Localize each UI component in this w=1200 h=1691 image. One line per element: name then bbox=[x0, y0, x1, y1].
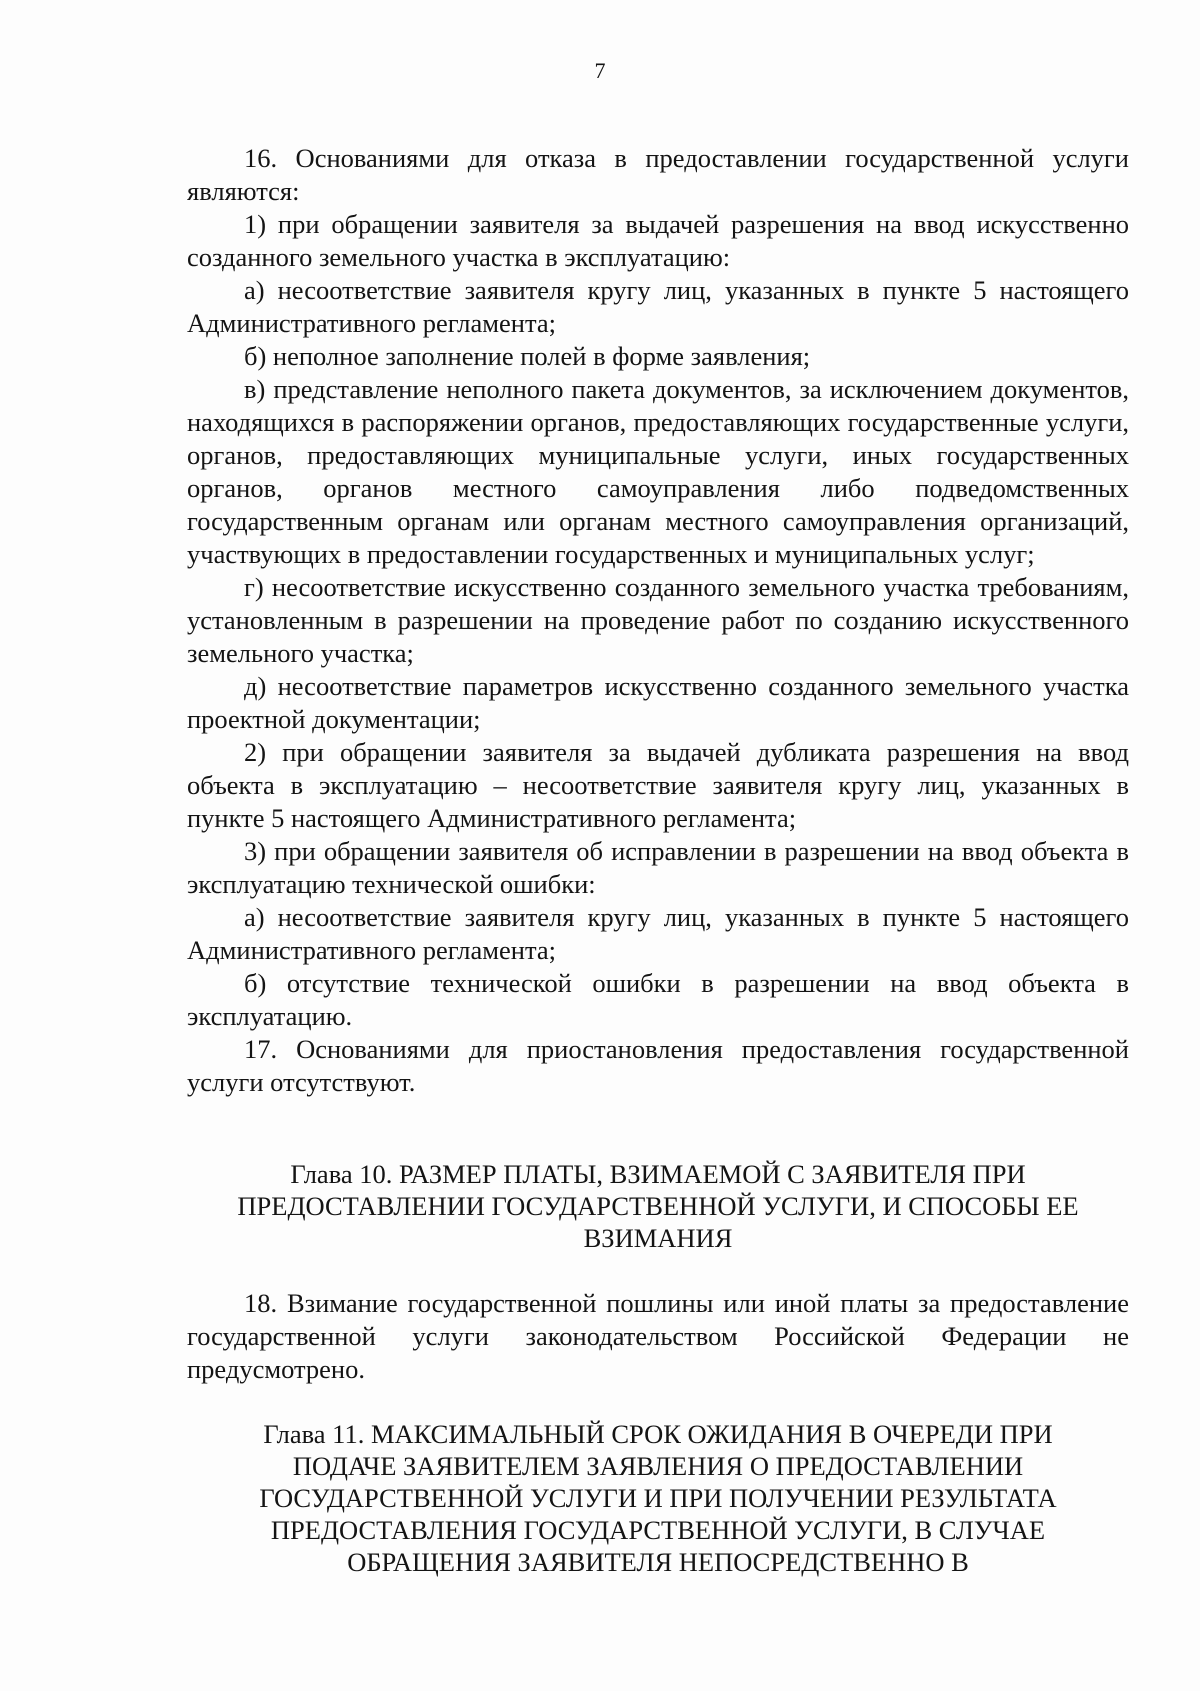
paragraph-16-item-3a: а) несоответствие заявителя кругу лиц, указанных в пункте 5 настоящего Административного регламента; bbox=[187, 902, 1129, 965]
chapter-10-heading bbox=[187, 1158, 1129, 1254]
paragraph-16-item-2: 2) при обращении заявителя за выдачей дубликата разрешения на ввод объекта в эксплуатацию – несоответствие заявителя кругу лиц, указанных в пункте 5 настоящего Административного регламента; bbox=[187, 737, 1129, 833]
chapter-11-heading-line: Глава 11. МАКСИМАЛЬНЫЙ СРОК ОЖИДАНИЯ В ОЧЕРЕДИ ПРИ bbox=[263, 1419, 1053, 1449]
chapter-11-heading-line: ПРЕДОСТАВЛЕНИЯ ГОСУДАРСТВЕННОЙ УСЛУГИ, В СЛУЧАЕ bbox=[270, 1515, 1046, 1545]
paragraph-16-item-1g: г) несоответствие искусственно созданного земельного участка требованиям, установленным в разрешении на проведение работ по созданию искусственного земельного участка; bbox=[187, 572, 1129, 668]
page-number: 7 bbox=[594, 58, 606, 83]
main-text-block bbox=[187, 142, 1129, 1099]
chapter-10-text-block bbox=[187, 1287, 1129, 1386]
chapter-11-heading bbox=[187, 1418, 1129, 1578]
chapter-11-heading-line: ПОДАЧЕ ЗАЯВИТЕЛЕМ ЗАЯВЛЕНИЯ О ПРЕДОСТАВЛЕНИИ bbox=[292, 1451, 1024, 1481]
paragraph-16-item-3b: б) отсутствие технической ошибки в разрешении на ввод объекта в эксплуатацию. bbox=[187, 968, 1129, 1031]
chapter-11-heading-line: ГОСУДАРСТВЕННОЙ УСЛУГИ И ПРИ ПОЛУЧЕНИИ РЕЗУЛЬТАТА bbox=[259, 1483, 1057, 1513]
paragraph-16: 16. Основаниями для отказа в предоставлении государственной услуги являются: bbox=[187, 143, 1129, 206]
paragraph-16-item-1b: б) неполное заполнение полей в форме заявления; bbox=[244, 341, 811, 371]
chapter-10-heading-line: Глава 10. РАЗМЕР ПЛАТЫ, ВЗИМАЕМОЙ С ЗАЯВИТЕЛЯ ПРИ bbox=[290, 1159, 1026, 1189]
chapter-11-heading-block bbox=[187, 1418, 1129, 1578]
paragraph-16-item-1a: а) несоответствие заявителя кругу лиц, указанных в пункте 5 настоящего Административного регламента; bbox=[187, 275, 1129, 338]
paragraph-17: 17. Основаниями для приостановления предоставления государственной услуги отсутствуют. bbox=[187, 1034, 1129, 1097]
chapter-10-heading-block bbox=[187, 1158, 1129, 1254]
chapter-11-heading-line: ОБРАЩЕНИЯ ЗАЯВИТЕЛЯ НЕПОСРЕДСТВЕННО В bbox=[347, 1547, 969, 1577]
paragraph-18: 18. Взимание государственной пошлины или иной платы за предоставление государственной услуги законодательством Российской Федерации не предусмотрено. bbox=[187, 1288, 1129, 1384]
chapter-10-heading-line: ВЗИМАНИЯ bbox=[583, 1223, 733, 1253]
paragraph-16-item-1d: д) несоответствие параметров искусственно созданного земельного участка проектной документации; bbox=[187, 671, 1129, 734]
chapter-10-heading-line: ПРЕДОСТАВЛЕНИИ ГОСУДАРСТВЕННОЙ УСЛУГИ, И СПОСОБЫ ЕЕ bbox=[237, 1191, 1079, 1221]
paragraph-16-item-1: 1) при обращении заявителя за выдачей разрешения на ввод искусственно созданного земельного участка в эксплуатацию: bbox=[187, 209, 1129, 272]
paragraph-16-item-3: 3) при обращении заявителя об исправлении в разрешении на ввод объекта в эксплуатацию технической ошибки: bbox=[187, 836, 1129, 899]
paragraph-16-item-1v: в) представление неполного пакета документов, за исключением документов, находящихся в распоряжении органов, предоставляющих государственные услуги, органов, предоставляющих муниципальные услуги, иных государственных органов, органов местного самоуправления либо подведомственных государственным органам или органам местного самоуправления организаций, участвующих в предоставлении государственных и муниципальных услуг; bbox=[187, 374, 1129, 569]
